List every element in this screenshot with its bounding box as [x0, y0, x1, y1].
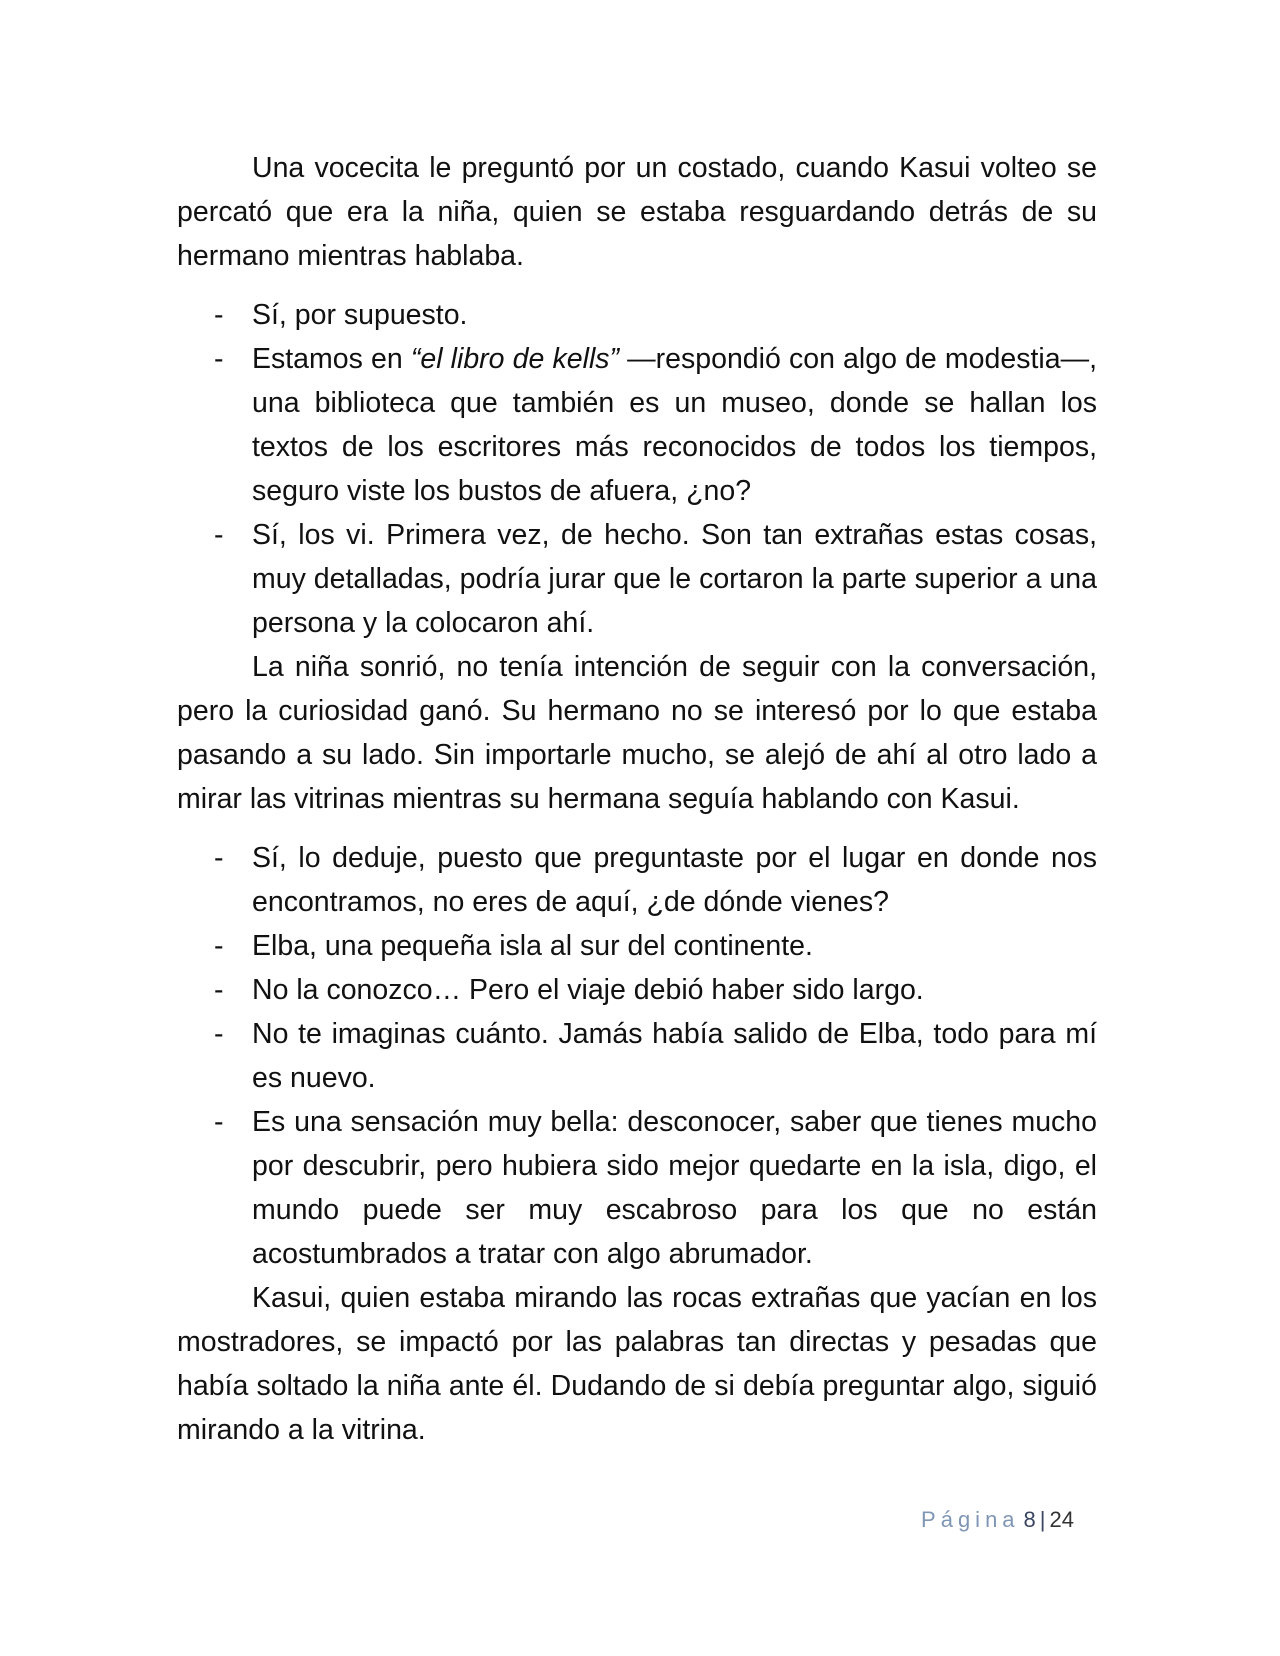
- page-separator: |: [1039, 1507, 1046, 1532]
- page-footer: [921, 1505, 1074, 1535]
- dialogue-text: Sí, lo deduje, puesto que preguntaste por el lugar en donde nos encontramos, no eres de aquí, ¿de dónde vienes?: [252, 842, 1097, 918]
- dialogue-text: Es una sensación muy bella: desconocer, saber que tienes mucho por descubrir, pero hubiera sido mejor quedarte en la isla, digo, el mundo puede ser muy escabroso para los que no están acostumbrados a tratar con algo abrumador.: [252, 1106, 1097, 1270]
- dialogue-line: [177, 337, 1097, 513]
- dialogue-dash: -: [214, 842, 224, 874]
- dialogue-text: No te imaginas cuánto. Jamás había salido de Elba, todo para mí es nuevo.: [252, 1018, 1097, 1094]
- book-title-italic: “el libro de kells”: [410, 343, 620, 375]
- dialogue-text-start: Estamos en: [252, 343, 411, 375]
- page-number: 8: [1023, 1507, 1036, 1532]
- dialogue-line: [177, 924, 1097, 968]
- dialogue-text: Sí, por supuesto.: [252, 299, 468, 331]
- dialogue-list-1: [177, 293, 1097, 645]
- dialogue-line: [177, 1100, 1097, 1276]
- dialogue-dash: -: [214, 930, 224, 962]
- dialogue-text-rest: —respondió con algo de modestia—, una biblioteca que también es un museo, donde se hallan los textos de los escritores más reconocidos de todos los tiempos, seguro viste los bustos de afuera, ¿no?: [252, 343, 1097, 507]
- paragraph-1: Una vocecita le preguntó por un costado, cuando Kasui volteo se percató que era la niña, quien se estaba resguardando detrás de su hermano mientras hablaba.: [177, 152, 1097, 272]
- dialogue-line: [177, 1012, 1097, 1100]
- dialogue-text: No la conozco… Pero el viaje debió haber sido largo.: [252, 974, 924, 1006]
- dialogue-list-2: [177, 836, 1097, 1276]
- dialogue-dash: -: [214, 1106, 224, 1138]
- dialogue-dash: -: [214, 519, 224, 551]
- dialogue-line: [177, 513, 1097, 645]
- paragraph-3: Kasui, quien estaba mirando las rocas extrañas que yacían en los mostradores, se impactó por las palabras tan directas y pesadas que había soltado la niña ante él. Dudando de si debía preguntar algo, siguió mirando a la vitrina.: [177, 1282, 1097, 1446]
- dialogue-dash: -: [214, 1018, 224, 1050]
- page-body: [177, 146, 1097, 1452]
- dialogue-line: [177, 968, 1097, 1012]
- page-total: 24: [1049, 1507, 1074, 1532]
- dialogue-text: Sí, los vi. Primera vez, de hecho. Son tan extrañas estas cosas, muy detalladas, podría jurar que le cortaron la parte superior a una persona y la colocaron ahí.: [252, 519, 1097, 639]
- dialogue-text: Elba, una pequeña isla al sur del continente.: [252, 930, 813, 962]
- dialogue-line: [177, 293, 1097, 337]
- page-label: Página: [921, 1507, 1020, 1532]
- dialogue-line: [177, 836, 1097, 924]
- paragraph-2: La niña sonrió, no tenía intención de seguir con la conversación, pero la curiosidad ganó. Su hermano no se interesó por lo que estaba pasando a su lado. Sin importarle mucho, se alejó de ahí al otro lado a mirar las vitrinas mientras su hermana seguía hablando con Kasui.: [177, 651, 1097, 815]
- dialogue-dash: -: [214, 974, 224, 1006]
- dialogue-dash: -: [214, 299, 224, 331]
- dialogue-dash: -: [214, 343, 224, 375]
